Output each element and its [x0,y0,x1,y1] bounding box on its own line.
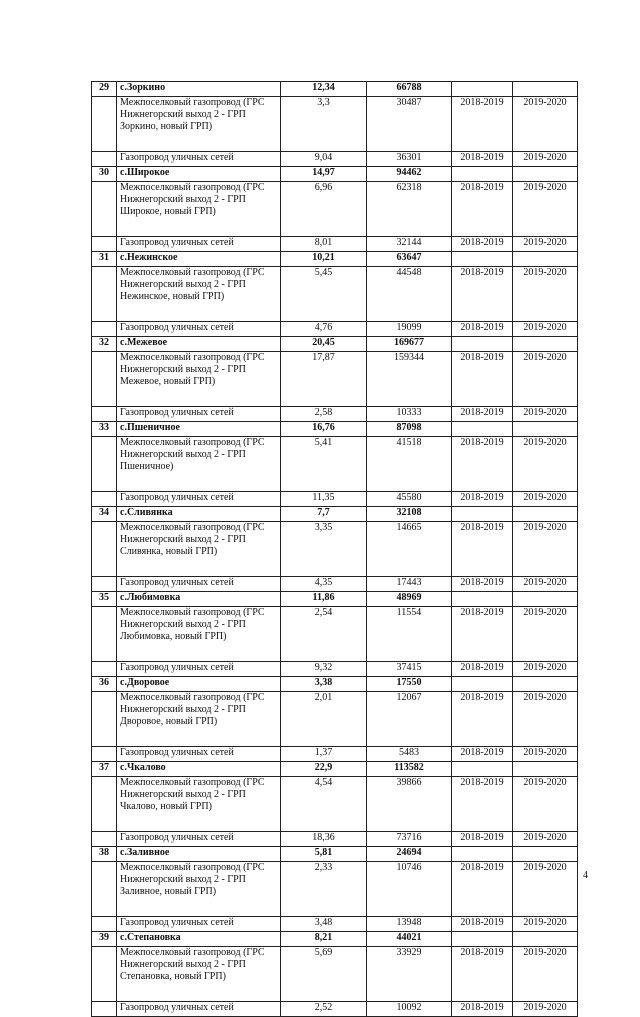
street-years-start: 2018-2019 [452,832,513,847]
street-cost: 36301 [367,152,452,167]
pipeline-years-start: 2018-2019 [452,182,513,237]
pipeline-years-end: 2019-2020 [513,522,578,577]
start-years-empty [452,932,513,947]
number-empty [92,237,117,252]
settlement-row [92,507,578,522]
pipeline-years-start: 2018-2019 [452,267,513,322]
row-number: 34 [92,507,117,522]
total-length: 14,97 [281,167,367,182]
row-number: 36 [92,677,117,692]
total-length: 3,38 [281,677,367,692]
total-cost: 32108 [367,507,452,522]
pipeline-years-start: 2018-2019 [452,692,513,747]
number-empty [92,437,117,492]
street-length: 8,01 [281,237,367,252]
end-years-empty [513,762,578,777]
pipeline-row [92,522,578,577]
street-length: 9,04 [281,152,367,167]
end-years-empty [513,337,578,352]
start-years-empty [452,252,513,267]
start-years-empty [452,82,513,97]
total-cost: 48969 [367,592,452,607]
total-length: 10,21 [281,252,367,267]
street-years-end: 2019-2020 [513,1002,578,1017]
pipeline-years-end: 2019-2020 [513,97,578,152]
pipeline-row [92,182,578,237]
street-cost: 37415 [367,662,452,677]
settlement-row [92,677,578,692]
settlement-row [92,167,578,182]
street-network-row [92,237,578,252]
number-empty [92,832,117,847]
street-description: Газопровод уличных сетей [117,1002,281,1017]
total-length: 12,34 [281,82,367,97]
pipeline-description: Межпоселковый газопровод (ГРС Нижнегорский выход 2 - ГРП Любимовка, новый ГРП) [117,607,281,662]
pipeline-years-end: 2019-2020 [513,607,578,662]
number-empty [92,1002,117,1017]
total-cost: 24694 [367,847,452,862]
start-years-empty [452,677,513,692]
page-number: 4 [583,870,588,881]
street-years-start: 2018-2019 [452,407,513,422]
row-number: 30 [92,167,117,182]
end-years-empty [513,507,578,522]
total-length: 8,21 [281,932,367,947]
row-number: 38 [92,847,117,862]
total-cost: 66788 [367,82,452,97]
start-years-empty [452,592,513,607]
street-length: 2,58 [281,407,367,422]
street-cost: 13948 [367,917,452,932]
street-description: Газопровод уличных сетей [117,322,281,337]
street-description: Газопровод уличных сетей [117,662,281,677]
settlement-row [92,847,578,862]
end-years-empty [513,677,578,692]
pipeline-length: 2,33 [281,862,367,917]
settlement-name: с.Любимовка [117,592,281,607]
number-empty [92,522,117,577]
street-network-row [92,577,578,592]
street-cost: 19099 [367,322,452,337]
row-number: 37 [92,762,117,777]
pipeline-description: Межпоселковый газопровод (ГРС Нижнегорский выход 2 - ГРП Сливянка, новый ГРП) [117,522,281,577]
street-network-row [92,832,578,847]
pipeline-cost: 159344 [367,352,452,407]
pipeline-length: 3,35 [281,522,367,577]
street-description: Газопровод уличных сетей [117,407,281,422]
street-length: 4,35 [281,577,367,592]
pipeline-years-end: 2019-2020 [513,437,578,492]
street-length: 18,36 [281,832,367,847]
street-years-start: 2018-2019 [452,492,513,507]
settlement-name: с.Дворовое [117,677,281,692]
start-years-empty [452,422,513,437]
number-empty [92,662,117,677]
street-network-row [92,747,578,762]
settlement-row [92,422,578,437]
pipeline-length: 17,87 [281,352,367,407]
pipeline-description: Межпоселковый газопровод (ГРС Нижнегорский выход 2 - ГРП Заливное, новый ГРП) [117,862,281,917]
end-years-empty [513,82,578,97]
street-cost: 32144 [367,237,452,252]
settlement-name: с.Нежинское [117,252,281,267]
pipeline-length: 5,45 [281,267,367,322]
street-length: 9,32 [281,662,367,677]
pipeline-description: Межпоселковый газопровод (ГРС Нижнегорский выход 2 - ГРП Чкалово, новый ГРП) [117,777,281,832]
pipeline-description: Межпоселковый газопровод (ГРС Нижнегорский выход 2 - ГРП Пшеничное) [117,437,281,492]
pipeline-years-start: 2018-2019 [452,947,513,1002]
number-empty [92,352,117,407]
number-empty [92,322,117,337]
row-number: 29 [92,82,117,97]
street-years-end: 2019-2020 [513,237,578,252]
table-body [92,82,578,1017]
number-empty [92,692,117,747]
street-cost: 73716 [367,832,452,847]
pipeline-length: 3,3 [281,97,367,152]
end-years-empty [513,932,578,947]
total-length: 7,7 [281,507,367,522]
total-cost: 94462 [367,167,452,182]
row-number: 32 [92,337,117,352]
pipeline-row [92,862,578,917]
settlement-name: с.Сливянка [117,507,281,522]
street-network-row [92,917,578,932]
street-description: Газопровод уличных сетей [117,237,281,252]
settlement-name: с.Межевое [117,337,281,352]
number-empty [92,407,117,422]
pipeline-description: Межпоселковый газопровод (ГРС Нижнегорский выход 2 - ГРП Межевое, новый ГРП) [117,352,281,407]
number-empty [92,152,117,167]
street-cost: 17443 [367,577,452,592]
street-years-end: 2019-2020 [513,577,578,592]
total-length: 22,9 [281,762,367,777]
street-cost: 10092 [367,1002,452,1017]
pipeline-length: 2,01 [281,692,367,747]
pipeline-length: 2,54 [281,607,367,662]
end-years-empty [513,422,578,437]
pipeline-years-end: 2019-2020 [513,182,578,237]
street-years-end: 2019-2020 [513,322,578,337]
street-years-start: 2018-2019 [452,577,513,592]
street-years-end: 2019-2020 [513,832,578,847]
end-years-empty [513,252,578,267]
settlement-row [92,592,578,607]
number-empty [92,492,117,507]
street-length: 2,52 [281,1002,367,1017]
total-length: 11,86 [281,592,367,607]
settlement-name: с.Пшеничное [117,422,281,437]
number-empty [92,862,117,917]
end-years-empty [513,167,578,182]
total-cost: 44021 [367,932,452,947]
street-cost: 5483 [367,747,452,762]
street-years-start: 2018-2019 [452,662,513,677]
start-years-empty [452,337,513,352]
pipeline-years-start: 2018-2019 [452,97,513,152]
street-years-start: 2018-2019 [452,322,513,337]
settlement-name: с.Зоркино [117,82,281,97]
pipeline-length: 6,96 [281,182,367,237]
number-empty [92,917,117,932]
pipeline-description: Межпоселковый газопровод (ГРС Нижнегорский выход 2 - ГРП Степановка, новый ГРП) [117,947,281,1002]
settlement-name: с.Чкалово [117,762,281,777]
pipeline-years-end: 2019-2020 [513,692,578,747]
pipeline-years-end: 2019-2020 [513,862,578,917]
pipeline-description: Межпоселковый газопровод (ГРС Нижнегорский выход 2 - ГРП Зоркино, новый ГРП) [117,97,281,152]
street-description: Газопровод уличных сетей [117,832,281,847]
settlement-name: с.Заливное [117,847,281,862]
pipeline-years-start: 2018-2019 [452,777,513,832]
number-empty [92,947,117,1002]
number-empty [92,97,117,152]
settlement-row [92,337,578,352]
pipeline-row [92,777,578,832]
start-years-empty [452,167,513,182]
number-empty [92,607,117,662]
pipeline-years-start: 2018-2019 [452,352,513,407]
street-description: Газопровод уличных сетей [117,577,281,592]
settlement-row [92,932,578,947]
pipeline-cost: 10746 [367,862,452,917]
street-years-start: 2018-2019 [452,747,513,762]
pipeline-cost: 62318 [367,182,452,237]
street-network-row [92,152,578,167]
pipeline-description: Межпоселковый газопровод (ГРС Нижнегорский выход 2 - ГРП Нежинское, новый ГРП) [117,267,281,322]
end-years-empty [513,847,578,862]
settlement-name: с.Степановка [117,932,281,947]
street-network-row [92,662,578,677]
pipeline-length: 4,54 [281,777,367,832]
street-cost: 45580 [367,492,452,507]
street-description: Газопровод уличных сетей [117,747,281,762]
pipeline-cost: 41518 [367,437,452,492]
total-length: 20,45 [281,337,367,352]
pipeline-years-start: 2018-2019 [452,437,513,492]
pipeline-years-start: 2018-2019 [452,862,513,917]
pipeline-cost: 14665 [367,522,452,577]
street-description: Газопровод уличных сетей [117,917,281,932]
total-cost: 113582 [367,762,452,777]
street-years-end: 2019-2020 [513,917,578,932]
pipeline-description: Межпоселковый газопровод (ГРС Нижнегорский выход 2 - ГРП Дворовое, новый ГРП) [117,692,281,747]
street-years-end: 2019-2020 [513,407,578,422]
pipeline-cost: 44548 [367,267,452,322]
street-network-row [92,492,578,507]
settlement-row [92,82,578,97]
pipeline-row [92,437,578,492]
street-network-row [92,1002,578,1017]
street-years-start: 2018-2019 [452,152,513,167]
total-cost: 87098 [367,422,452,437]
settlement-name: с.Широкое [117,167,281,182]
street-years-end: 2019-2020 [513,747,578,762]
start-years-empty [452,507,513,522]
pipeline-length: 5,69 [281,947,367,1002]
street-description: Газопровод уличных сетей [117,492,281,507]
settlement-row [92,762,578,777]
pipeline-description: Межпоселковый газопровод (ГРС Нижнегорский выход 2 - ГРП Широкое, новый ГРП) [117,182,281,237]
pipeline-years-end: 2019-2020 [513,267,578,322]
street-length: 4,76 [281,322,367,337]
pipeline-cost: 33929 [367,947,452,1002]
pipeline-row [92,267,578,322]
number-empty [92,182,117,237]
street-description: Газопровод уличных сетей [117,152,281,167]
row-number: 33 [92,422,117,437]
street-length: 3,48 [281,917,367,932]
number-empty [92,577,117,592]
pipeline-cost: 39866 [367,777,452,832]
total-length: 16,76 [281,422,367,437]
street-years-end: 2019-2020 [513,152,578,167]
total-length: 5,81 [281,847,367,862]
street-length: 1,37 [281,747,367,762]
gas-pipeline-table [91,81,578,1017]
start-years-empty [452,847,513,862]
pipeline-row [92,97,578,152]
pipeline-length: 5,41 [281,437,367,492]
street-network-row [92,322,578,337]
pipeline-row [92,607,578,662]
street-length: 11,35 [281,492,367,507]
number-empty [92,267,117,322]
total-cost: 63647 [367,252,452,267]
settlement-row [92,252,578,267]
pipeline-years-start: 2018-2019 [452,607,513,662]
start-years-empty [452,762,513,777]
street-years-start: 2018-2019 [452,917,513,932]
end-years-empty [513,592,578,607]
total-cost: 17550 [367,677,452,692]
row-number: 39 [92,932,117,947]
pipeline-cost: 11554 [367,607,452,662]
pipeline-row [92,692,578,747]
pipeline-years-end: 2019-2020 [513,947,578,1002]
pipeline-cost: 12067 [367,692,452,747]
row-number: 31 [92,252,117,267]
pipeline-years-start: 2018-2019 [452,522,513,577]
street-years-start: 2018-2019 [452,237,513,252]
street-years-end: 2019-2020 [513,492,578,507]
street-years-start: 2018-2019 [452,1002,513,1017]
street-network-row [92,407,578,422]
row-number: 35 [92,592,117,607]
total-cost: 169677 [367,337,452,352]
pipeline-row [92,352,578,407]
pipeline-years-end: 2019-2020 [513,777,578,832]
number-empty [92,777,117,832]
number-empty [92,747,117,762]
street-years-end: 2019-2020 [513,662,578,677]
street-cost: 10333 [367,407,452,422]
pipeline-cost: 30487 [367,97,452,152]
pipeline-row [92,947,578,1002]
pipeline-years-end: 2019-2020 [513,352,578,407]
